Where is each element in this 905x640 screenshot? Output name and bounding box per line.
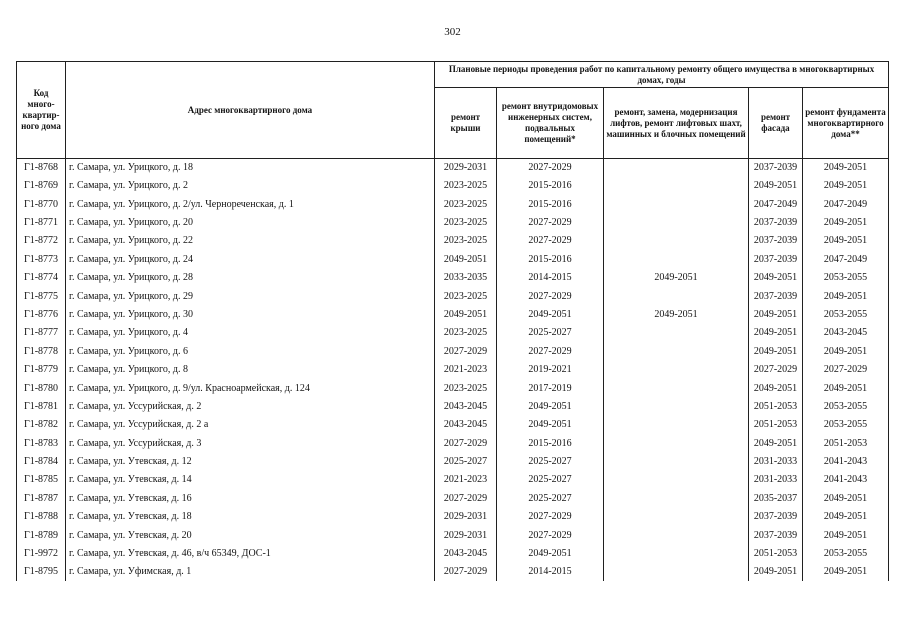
cell-facade: 2031-2033: [749, 453, 803, 471]
cell-facade: 2035-2037: [749, 490, 803, 508]
cell-engineering: 2027-2029: [497, 232, 604, 250]
cell-facade: 2049-2051: [749, 177, 803, 195]
cell-roof: 2043-2045: [435, 416, 497, 434]
cell-code: Г1-8783: [17, 434, 66, 452]
cell-code: Г1-8787: [17, 490, 66, 508]
cell-roof: 2021-2023: [435, 361, 497, 379]
cell-code: Г1-8781: [17, 398, 66, 416]
cell-facade: 2049-2051: [749, 324, 803, 342]
table-row: [17, 490, 889, 508]
table-row: [17, 453, 889, 471]
table-row: [17, 361, 889, 379]
cell-roof: 2033-2035: [435, 269, 497, 287]
cell-roof: 2029-2031: [435, 159, 497, 177]
cell-foundation: 2053-2055: [803, 545, 889, 563]
cell-facade: 2037-2039: [749, 287, 803, 305]
cell-roof: 2027-2029: [435, 490, 497, 508]
table-row: [17, 545, 889, 563]
cell-engineering: 2015-2016: [497, 177, 604, 195]
cell-roof: 2027-2029: [435, 434, 497, 452]
cell-foundation: 2049-2051: [803, 490, 889, 508]
cell-code: Г1-8771: [17, 214, 66, 232]
cell-roof: 2029-2031: [435, 526, 497, 544]
cell-foundation: 2053-2055: [803, 416, 889, 434]
cell-facade: 2037-2039: [749, 159, 803, 177]
cell-foundation: 2041-2043: [803, 471, 889, 489]
cell-foundation: 2053-2055: [803, 269, 889, 287]
cell-roof: 2021-2023: [435, 471, 497, 489]
cell-roof: 2025-2027: [435, 453, 497, 471]
cell-address: г. Самара, ул. Урицкого, д. 28: [66, 269, 435, 287]
cell-lifts: [604, 379, 749, 397]
table-row: [17, 177, 889, 195]
cell-address: г. Самара, ул. Урицкого, д. 2/ул. Чернореченская, д. 1: [66, 195, 435, 213]
cell-foundation: 2049-2051: [803, 563, 889, 581]
cell-address: г. Самара, ул. Уссурийская, д. 3: [66, 434, 435, 452]
cell-engineering: 2015-2016: [497, 250, 604, 268]
cell-engineering: 2027-2029: [497, 287, 604, 305]
cell-code: Г1-8774: [17, 269, 66, 287]
capital-repair-table: [16, 61, 889, 581]
cell-facade: 2049-2051: [749, 379, 803, 397]
cell-code: Г1-8788: [17, 508, 66, 526]
table-row: [17, 434, 889, 452]
cell-address: г. Самара, ул. Утевская, д. 46, в/ч 65349, ДОС-1: [66, 545, 435, 563]
cell-roof: 2043-2045: [435, 398, 497, 416]
cell-lifts: 2049-2051: [604, 269, 749, 287]
cell-roof: 2023-2025: [435, 195, 497, 213]
cell-address: г. Самара, ул. Урицкого, д. 9/ул. Красноармейская, д. 124: [66, 379, 435, 397]
cell-lifts: [604, 250, 749, 268]
cell-lifts: [604, 434, 749, 452]
cell-engineering: 2015-2016: [497, 195, 604, 213]
cell-code: Г1-8789: [17, 526, 66, 544]
cell-engineering: 2027-2029: [497, 214, 604, 232]
cell-address: г. Самара, ул. Урицкого, д. 8: [66, 361, 435, 379]
cell-code: Г1-8770: [17, 195, 66, 213]
cell-roof: 2049-2051: [435, 306, 497, 324]
cell-engineering: 2049-2051: [497, 306, 604, 324]
cell-foundation: 2053-2055: [803, 306, 889, 324]
cell-lifts: [604, 471, 749, 489]
cell-lifts: [604, 159, 749, 177]
cell-facade: 2049-2051: [749, 306, 803, 324]
cell-lifts: [604, 287, 749, 305]
table-row: [17, 471, 889, 489]
cell-roof: 2023-2025: [435, 379, 497, 397]
cell-engineering: 2014-2015: [497, 269, 604, 287]
cell-engineering: 2014-2015: [497, 563, 604, 581]
cell-engineering: 2025-2027: [497, 324, 604, 342]
cell-engineering: 2015-2016: [497, 434, 604, 452]
table-row: [17, 195, 889, 213]
page-number: 302: [444, 26, 461, 38]
cell-facade: 2049-2051: [749, 342, 803, 360]
cell-lifts: [604, 195, 749, 213]
cell-facade: 2027-2029: [749, 361, 803, 379]
header-roof: ремонт крыши: [435, 88, 497, 159]
table-header: [17, 62, 889, 159]
cell-address: г. Самара, ул. Урицкого, д. 2: [66, 177, 435, 195]
cell-foundation: 2027-2029: [803, 361, 889, 379]
table-body: [17, 159, 889, 582]
cell-engineering: 2027-2029: [497, 526, 604, 544]
cell-address: г. Самара, ул. Урицкого, д. 20: [66, 214, 435, 232]
cell-roof: 2049-2051: [435, 250, 497, 268]
table-row: [17, 416, 889, 434]
table-row: [17, 159, 889, 177]
cell-lifts: [604, 177, 749, 195]
cell-roof: 2023-2025: [435, 177, 497, 195]
cell-foundation: 2049-2051: [803, 526, 889, 544]
cell-address: г. Самара, ул. Утевская, д. 18: [66, 508, 435, 526]
cell-foundation: 2049-2051: [803, 508, 889, 526]
header-facade: ремонт фасада: [749, 88, 803, 159]
cell-engineering: 2049-2051: [497, 398, 604, 416]
table-row: [17, 379, 889, 397]
cell-facade: 2031-2033: [749, 471, 803, 489]
table-row: [17, 508, 889, 526]
cell-engineering: 2025-2027: [497, 471, 604, 489]
cell-lifts: [604, 545, 749, 563]
cell-roof: 2029-2031: [435, 508, 497, 526]
cell-code: Г1-8772: [17, 232, 66, 250]
cell-lifts: [604, 214, 749, 232]
cell-code: Г1-8780: [17, 379, 66, 397]
cell-foundation: 2049-2051: [803, 214, 889, 232]
cell-foundation: 2053-2055: [803, 398, 889, 416]
cell-roof: 2027-2029: [435, 563, 497, 581]
cell-code: Г1-8779: [17, 361, 66, 379]
cell-address: г. Самара, ул. Урицкого, д. 18: [66, 159, 435, 177]
cell-facade: 2051-2053: [749, 545, 803, 563]
cell-foundation: 2049-2051: [803, 159, 889, 177]
cell-engineering: 2049-2051: [497, 416, 604, 434]
cell-lifts: [604, 361, 749, 379]
cell-code: Г1-8784: [17, 453, 66, 471]
cell-lifts: [604, 526, 749, 544]
cell-lifts: [604, 416, 749, 434]
cell-foundation: 2049-2051: [803, 177, 889, 195]
cell-address: г. Самара, ул. Утевская, д. 16: [66, 490, 435, 508]
cell-foundation: 2051-2053: [803, 434, 889, 452]
cell-roof: 2023-2025: [435, 324, 497, 342]
cell-foundation: 2043-2045: [803, 324, 889, 342]
cell-roof: 2043-2045: [435, 545, 497, 563]
cell-address: г. Самара, ул. Утевская, д. 20: [66, 526, 435, 544]
cell-address: г. Самара, ул. Утевская, д. 12: [66, 453, 435, 471]
cell-foundation: 2049-2051: [803, 232, 889, 250]
cell-engineering: 2025-2027: [497, 490, 604, 508]
table-row: [17, 214, 889, 232]
cell-code: Г1-8777: [17, 324, 66, 342]
cell-code: Г1-8795: [17, 563, 66, 581]
cell-foundation: 2049-2051: [803, 287, 889, 305]
cell-foundation: 2041-2043: [803, 453, 889, 471]
cell-address: г. Самара, ул. Уссурийская, д. 2 а: [66, 416, 435, 434]
cell-engineering: 2027-2029: [497, 342, 604, 360]
cell-address: г. Самара, ул. Урицкого, д. 29: [66, 287, 435, 305]
cell-engineering: 2017-2019: [497, 379, 604, 397]
cell-code: Г1-8773: [17, 250, 66, 268]
cell-code: Г1-8785: [17, 471, 66, 489]
cell-facade: 2049-2051: [749, 434, 803, 452]
cell-facade: 2051-2053: [749, 416, 803, 434]
cell-facade: 2047-2049: [749, 195, 803, 213]
table-row: [17, 563, 889, 581]
cell-engineering: 2025-2027: [497, 453, 604, 471]
cell-lifts: [604, 508, 749, 526]
cell-code: Г1-8778: [17, 342, 66, 360]
cell-lifts: [604, 324, 749, 342]
table-row: [17, 306, 889, 324]
cell-facade: 2037-2039: [749, 526, 803, 544]
cell-code: Г1-8776: [17, 306, 66, 324]
cell-code: Г1-9972: [17, 545, 66, 563]
cell-code: Г1-8769: [17, 177, 66, 195]
cell-lifts: [604, 398, 749, 416]
cell-lifts: 2049-2051: [604, 306, 749, 324]
cell-address: г. Самара, ул. Урицкого, д. 24: [66, 250, 435, 268]
table-row: [17, 526, 889, 544]
cell-roof: 2023-2025: [435, 287, 497, 305]
table-row: [17, 269, 889, 287]
cell-address: г. Самара, ул. Утевская, д. 14: [66, 471, 435, 489]
table-row: [17, 287, 889, 305]
table-row: [17, 324, 889, 342]
cell-address: г. Самара, ул. Урицкого, д. 30: [66, 306, 435, 324]
cell-facade: 2037-2039: [749, 508, 803, 526]
cell-code: Г1-8782: [17, 416, 66, 434]
cell-facade: 2049-2051: [749, 269, 803, 287]
cell-foundation: 2047-2049: [803, 195, 889, 213]
cell-facade: 2049-2051: [749, 563, 803, 581]
cell-foundation: 2049-2051: [803, 342, 889, 360]
cell-lifts: [604, 342, 749, 360]
cell-address: г. Самара, ул. Уссурийская, д. 2: [66, 398, 435, 416]
cell-address: г. Самара, ул. Уфимская, д. 1: [66, 563, 435, 581]
cell-engineering: 2027-2029: [497, 159, 604, 177]
cell-facade: 2037-2039: [749, 214, 803, 232]
cell-code: Г1-8768: [17, 159, 66, 177]
cell-lifts: [604, 490, 749, 508]
header-lifts: ремонт, замена, модернизация лифтов, ремонт лифтовых шахт, машинных и блочных помещений: [604, 88, 749, 159]
cell-address: г. Самара, ул. Урицкого, д. 4: [66, 324, 435, 342]
cell-foundation: 2049-2051: [803, 379, 889, 397]
table-row: [17, 250, 889, 268]
cell-engineering: 2019-2021: [497, 361, 604, 379]
table-row: [17, 342, 889, 360]
header-engineering: ремонт внутридомовых инженерных систем, подвальных помещений*: [497, 88, 604, 159]
cell-lifts: [604, 232, 749, 250]
header-periods-group: Плановые периоды проведения работ по капитальному ремонту общего имущества в многоквартирных домах, годы: [435, 62, 889, 88]
table-row: [17, 398, 889, 416]
cell-facade: 2051-2053: [749, 398, 803, 416]
cell-lifts: [604, 453, 749, 471]
cell-roof: 2027-2029: [435, 342, 497, 360]
cell-code: Г1-8775: [17, 287, 66, 305]
header-address: Адрес многоквартирного дома: [66, 62, 435, 159]
table-row: [17, 232, 889, 250]
cell-facade: 2037-2039: [749, 250, 803, 268]
cell-address: г. Самара, ул. Урицкого, д. 6: [66, 342, 435, 360]
cell-roof: 2023-2025: [435, 232, 497, 250]
cell-foundation: 2047-2049: [803, 250, 889, 268]
cell-engineering: 2027-2029: [497, 508, 604, 526]
cell-facade: 2037-2039: [749, 232, 803, 250]
header-code: Код много-квартир-ного дома: [17, 62, 66, 159]
header-foundation: ремонт фундамента многоквартирного дома**: [803, 88, 889, 159]
cell-lifts: [604, 563, 749, 581]
cell-engineering: 2049-2051: [497, 545, 604, 563]
cell-address: г. Самара, ул. Урицкого, д. 22: [66, 232, 435, 250]
cell-roof: 2023-2025: [435, 214, 497, 232]
